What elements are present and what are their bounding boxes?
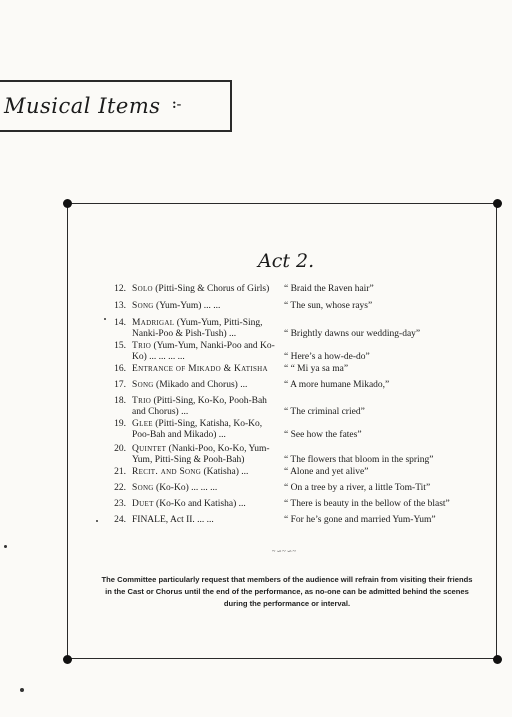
section-heading-title: Musical Items [4, 94, 161, 118]
item-number: 14. [114, 318, 126, 328]
item-song: “ The criminal cried” [284, 407, 365, 417]
item-type: Madrigal [132, 318, 175, 328]
act-title: Act 2. [258, 250, 315, 272]
item-performers: (Nanki-Poo, Ko-Ko, Yum-Yum, Pitti-Sing & Pooh-Bah) [132, 444, 270, 465]
item-number: 15. [114, 341, 126, 351]
item-performers: (Pitti-Sing, Katisha, Ko-Ko, Poo-Bah and Mikado) ... [132, 419, 263, 440]
item-type: Duet [132, 499, 154, 509]
item-type: Trio [132, 341, 152, 351]
section-heading-box [0, 80, 232, 132]
item-song: “ On a tree by a river, a little Tom-Tit” [284, 483, 431, 493]
item-performers: (Yum-Yum) ... ... [156, 301, 221, 311]
item-song: “ Brightly dawns our wedding-day” [284, 329, 421, 339]
item-number: 23. [114, 499, 126, 509]
item-number: 13. [114, 301, 126, 311]
item-performers: (Pitti-Sing, Ko-Ko, Pooh-Bah and Chorus) ... [132, 396, 267, 417]
item-song: “ Here’s a how-de-do” [284, 352, 370, 362]
item-song: “ See how the fates” [284, 430, 362, 440]
item-type: Song [132, 483, 154, 493]
item-number: 22. [114, 483, 126, 493]
ornament-divider: ~∽~∽~ [272, 549, 297, 555]
item-number: 17. [114, 380, 126, 390]
item-type: Recit. and Song [132, 467, 202, 477]
item-performers: (Mikado and Chorus) ... [156, 380, 248, 390]
committee-notice: The Committee particularly request that members of the audience will refrain from visiting their friends in the Cast or Chorus until the end of the performance, as no-one can be admitted behind the scenes during the performance or interval. [101, 575, 473, 608]
frame-corner-dot-bottom-left [63, 655, 72, 664]
item-performers: (Katisha) ... [203, 467, 249, 477]
item-song: “ Braid the Raven hair” [284, 284, 374, 294]
item-number: 24. [114, 515, 126, 525]
item-number: 18. [114, 396, 126, 406]
item-performers: (Yum-Yum, Nanki-Poo and Ko-Ko) ... ... ... ... [132, 341, 275, 362]
frame-corner-dot-bottom-right [493, 655, 502, 664]
section-heading-separator: :- [172, 97, 182, 112]
item-number: 21. [114, 467, 126, 477]
item-number: 12. [114, 284, 126, 294]
item-number: 19. [114, 419, 126, 429]
item-type: Trio [132, 396, 152, 406]
item-type: Song [132, 301, 154, 311]
item-performers: (Pitti-Sing & Chorus of Girls) [155, 284, 270, 294]
item-number: 20. [114, 444, 126, 454]
item-number: 16. [114, 364, 126, 374]
item-song: “ A more humane Mikado,” [284, 380, 390, 390]
item-song: “ There is beauty in the bellow of the blast” [284, 499, 450, 509]
item-performers: ... ... [197, 515, 214, 525]
paper-speck [104, 318, 106, 320]
item-type: Solo [132, 284, 153, 294]
frame-corner-dot-top-left [63, 199, 72, 208]
item-song: “ The flowers that bloom in the spring” [284, 455, 434, 465]
item-performers: (Ko-Ko and Katisha) ... [156, 499, 246, 509]
item-song: “ The sun, whose rays” [284, 301, 373, 311]
paper-speck [20, 688, 24, 692]
frame-corner-dot-top-right [493, 199, 502, 208]
paper-speck [96, 520, 98, 522]
item-performers: (Yum-Yum, Pitti-Sing, Nanki-Poo & Pish-Tush) ... [132, 318, 263, 339]
item-song: “ For he’s gone and married Yum-Yum” [284, 515, 436, 525]
item-song: “ “ Mi ya sa ma” [284, 364, 349, 374]
item-song: “ Alone and yet alive” [284, 467, 369, 477]
item-type: Glee [132, 419, 153, 429]
paper-speck [4, 545, 7, 548]
item-type: Entrance of Mikado & Katisha [132, 364, 268, 374]
item-type: Quintet [132, 444, 167, 454]
item-performers: (Ko-Ko) ... ... ... [156, 483, 218, 493]
item-type: FINALE, Act II. [132, 515, 195, 525]
item-type: Song [132, 380, 154, 390]
